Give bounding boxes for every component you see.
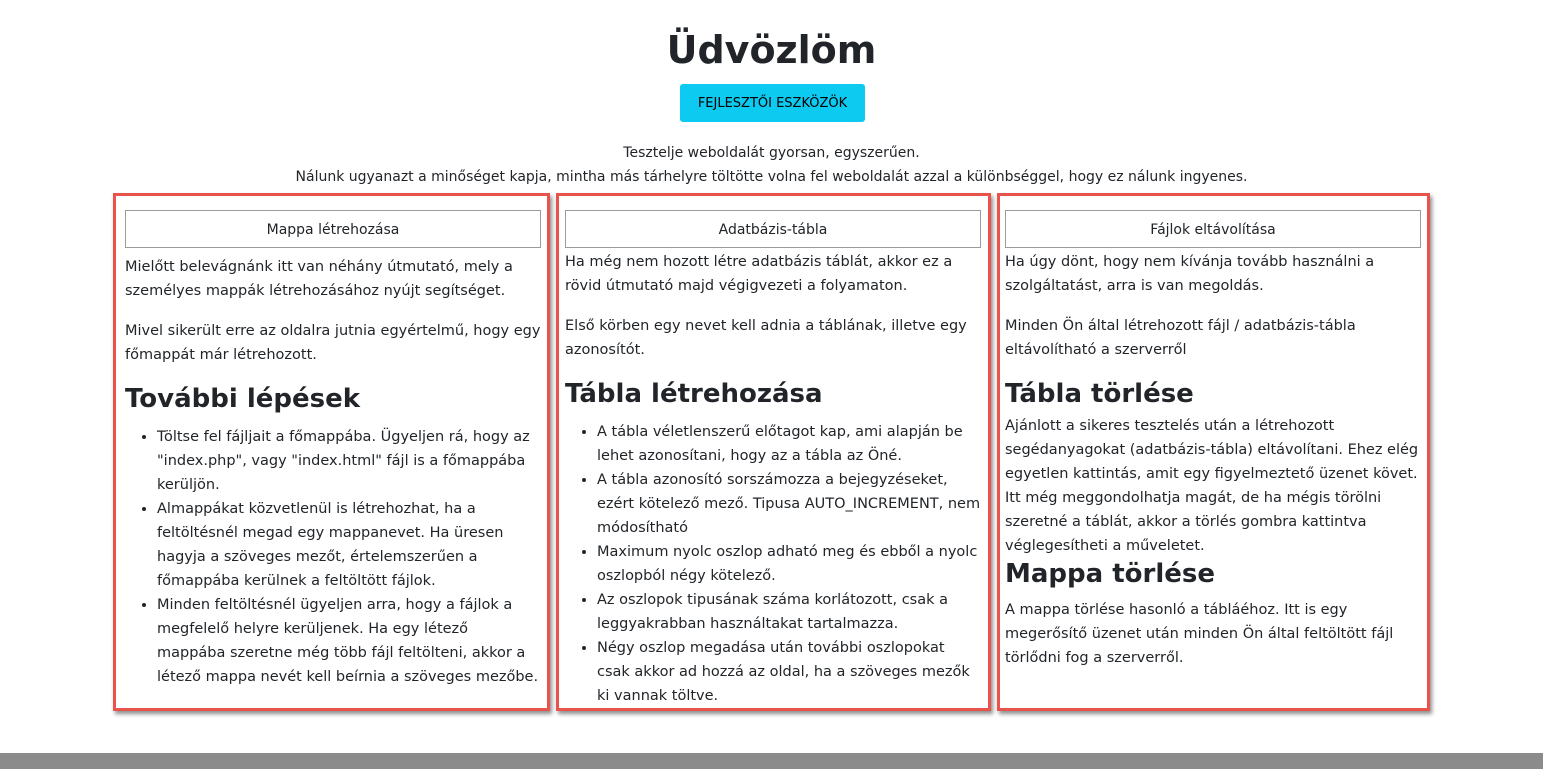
intro-line-1: Tesztelje weboldalát gyorsan, egyszerűen. [623, 145, 920, 161]
page-title: Üdvözlöm [666, 28, 877, 72]
list-item: • Töltse fel fájljait a főmappába. Ügyeljen rá, hogy az "index.php", vagy "index.html" fájl is a főmappába kerüljön. [157, 425, 541, 497]
card-file-removal [997, 193, 1430, 711]
list-item: • Az oszlopok tipusának száma korlátozott, csak a leggyakrabban használtakat tartalmazza. [597, 588, 981, 636]
card-paragraph: Mivel sikerült erre az oldalra jutnia egyértelmű, hogy egy főmappát már létrehozott. [125, 323, 541, 363]
footer-bar [0, 753, 1543, 769]
list-item: • Minden feltöltésnél ügyeljen arra, hogy a fájlok a megfelelő helyre kerüljenek. Ha egy létező mappába szeretne még több fájl feltölteni, akkor a létező mappa nevét kell beírnia a szöveges mezőbe. [157, 593, 541, 689]
card-folder-creation [113, 193, 550, 711]
card-paragraph: Ha még nem hozott létre adatbázis táblát, akkor ez a rövid útmutató majd végigvezeti a folyamaton. [565, 254, 953, 294]
section-title: Tábla létrehozása [565, 379, 823, 409]
list-item: • A tábla azonosító sorszámozza a bejegyzéseket, ezért kötelező mező. Tipusa AUTO_INCREMENT, nem módosítható [597, 468, 981, 540]
list-item: • A tábla véletlenszerű előtagot kap, ami alapján be lehet azonosítani, hogy az a tábla az Öné. [597, 420, 981, 468]
section-text: Ajánlott a sikeres tesztelés után a létrehozott segédanyagokat (adatbázis-tábla) eltávolítani. Ehez elég egyetlen kattintás, amit egy figyelmeztető üzenet követ. Itt még meggondolhatja magát, de ha mégis törölni szeretné a táblát, akkor a törlés gombra kattintva véglegesítheti a műveletet. [1005, 418, 1419, 554]
section-text: A mappa törlése hasonló a tábláéhoz. Itt is egy megerősítő üzenet után minden Ön által feltöltött fájl törlődni fog a szerverről. [1005, 602, 1394, 666]
developer-tools-button[interactable]: FEJLESZTŐI ESZKÖZÖK [680, 84, 865, 122]
intro-text [0, 141, 1543, 189]
card-paragraph: Ha úgy dönt, hogy nem kívánja tovább használni a szolgáltatást, arra is van megoldás. [1005, 254, 1375, 294]
card-database-table [556, 193, 991, 711]
card-paragraph: Minden Ön által létrehozott fájl / adatbázis-tábla eltávolítható a szerverről [1005, 318, 1356, 358]
list-item: • Maximum nyolc oszlop adható meg és ebből a nyolc oszlopból négy kötelező. [597, 540, 981, 588]
list-item: • Négy oszlop megadása után további oszlopokat csak akkor ad hozzá az oldal, ha a szöveges mezők ki vannak töltve. [597, 636, 981, 708]
section-title: Tábla törlése [1005, 379, 1194, 409]
intro-line-2: Nálunk ugyanazt a minőséget kapja, mintha más tárhelyre töltötte volna fel weboldalát azzal a különbséggel, hogy ez nálunk ingyenes. [295, 169, 1248, 185]
steps-list [565, 420, 981, 708]
card-header: Adatbázis-tábla [565, 210, 981, 248]
card-paragraph: Első körben egy nevet kell adnia a táblának, illetve egy azonosítót. [565, 318, 967, 358]
list-item: • Almappákat közvetlenül is létrehozhat, ha a feltöltésnél megad egy mappanevet. Ha üresen hagyja a szöveges mezőt, értelemszerűen a főmappába kerülnek a feltöltött fájlok. [157, 497, 541, 593]
card-paragraph: Mielőtt belevágnánk itt van néhány útmutató, mely a személyes mappák létrehozásához nyújt segítséget. [125, 259, 513, 299]
steps-list [125, 425, 541, 689]
section-title: További lépések [125, 384, 361, 414]
section-title: Mappa törlése [1005, 559, 1216, 589]
card-header: Mappa létrehozása [125, 210, 541, 248]
card-header: Fájlok eltávolítása [1005, 210, 1421, 248]
